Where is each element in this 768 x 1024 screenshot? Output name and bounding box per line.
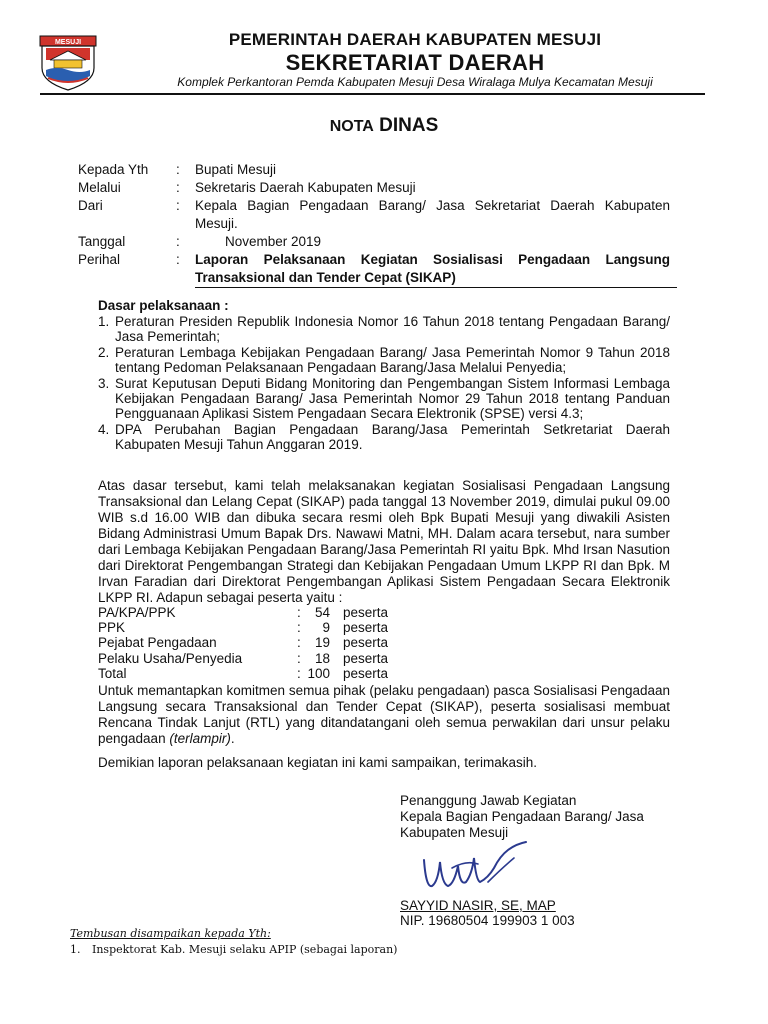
address-colon: : xyxy=(176,180,180,195)
list-text: DPA Perubahan Bagian Pengadaan Barang/Jasa Pemerintah Setkretariat Daerah Kabupaten Mesuji Tahun Anggaran 2019. xyxy=(115,422,670,452)
participant-row xyxy=(98,605,428,620)
participant-label: Pejabat Pengadaan xyxy=(98,635,217,651)
participant-label: Total xyxy=(98,665,127,681)
copy-to-text: Inspektorat Kab. Mesuji selaku APIP (sebagai laporan) xyxy=(92,943,398,956)
participant-unit: peserta xyxy=(343,665,389,681)
logo-text: MESUJI xyxy=(54,39,82,46)
address-colon: : xyxy=(176,198,180,213)
list-item xyxy=(98,422,670,452)
address-colon: : xyxy=(176,162,180,177)
address-key: Tanggal xyxy=(78,234,126,249)
signatory-name: SAYYID NASIR, SE, MAP xyxy=(400,898,556,913)
handwritten-signature xyxy=(418,838,538,898)
address-colon: : xyxy=(176,252,180,267)
list-number: 4. xyxy=(98,422,110,437)
participant-colon: : xyxy=(297,620,301,636)
activity-paragraph: Atas dasar tersebut, kami telah melaksanakan kegiatan Sosialisasi Pengadaan Langsung Transaksional dan Lelang Cepat (SIKAP) pada tanggal 13 November 2019, dimulai pukul 09.00 WIB s.d 16.00 WIB dan dibuka secara resmi oleh Bpk Bupati Mesuji yang diwakili Asisten Bidang Administrasi Umum Bapak Drs. Nawawi Matni, MH. Dalam acara tersebut, nara sumber dari Lembaga Kebijakan Pengadaan Barang/Jasa Pemerintah RI yaitu Bpk. Mhd Irsan Nasution dari Direktorat Pengembangan Strategi dan Kebijakan Pengadaan Umum LKPP RI dan Bpk. M Irvan Faradian dari Direktorat Pengembangan Aplikasi Sistem Pengadaan Secara Elektronik LKPP RI. Adapun sebagai peserta yaitu : xyxy=(98,478,670,605)
title-part-nota: NOTA xyxy=(329,118,374,135)
participant-count: 54 xyxy=(314,605,330,620)
list-text: Peraturan Presiden Republik Indonesia Nomor 16 Tahun 2018 tentang Pengadaan Barang/ Jasa Pemerintah; xyxy=(115,314,670,344)
participant-colon: : xyxy=(297,650,301,666)
participant-colon: : xyxy=(297,635,301,651)
header-address: Komplek Perkantoran Pemda Kabupaten Mesuji Desa Wiralaga Mulya Kecamatan Mesuji xyxy=(177,75,653,89)
participant-unit: peserta xyxy=(343,635,389,651)
list-number: 1. xyxy=(98,314,110,329)
document-title xyxy=(0,115,768,137)
signature-title-3: Kabupaten Mesuji xyxy=(400,825,509,840)
address-value: Bupati Mesuji xyxy=(195,162,277,177)
subject-divider xyxy=(195,287,677,288)
basis-heading: Dasar pelaksanaan : xyxy=(98,298,229,313)
header-divider xyxy=(40,93,705,95)
signature-title-1: Penanggung Jawab Kegiatan xyxy=(400,793,577,808)
participant-unit: peserta xyxy=(343,605,389,620)
copy-to-heading: Tembusan disampaikan kepada Yth: xyxy=(70,927,271,940)
participant-row xyxy=(98,620,428,635)
address-value: Laporan Pelaksanaan Kegiatan Sosialisasi Pengadaan Langsung Transaksional dan Tender Cepat (SIKAP) xyxy=(195,252,670,285)
participant-row xyxy=(98,635,428,650)
address-value: Sekretaris Daerah Kabupaten Mesuji xyxy=(195,180,416,195)
participant-count: 9 xyxy=(322,620,330,636)
list-number: 3. xyxy=(98,376,110,391)
participant-row xyxy=(98,651,428,666)
copy-to-number: 1. xyxy=(70,943,81,956)
participant-count: 19 xyxy=(314,635,330,651)
participant-unit: peserta xyxy=(343,620,389,636)
header-government-name: PEMERINTAH DAERAH KABUPATEN MESUJI xyxy=(228,30,602,49)
list-item xyxy=(98,345,670,375)
participant-unit: peserta xyxy=(343,650,389,666)
address-key: Kepada Yth xyxy=(78,162,149,177)
participant-label: PPK xyxy=(98,620,126,636)
list-item xyxy=(98,314,670,344)
list-item xyxy=(98,376,670,421)
commitment-end: . xyxy=(230,731,235,746)
address-key: Melalui xyxy=(78,180,121,195)
header-office-name: SEKRETARIAT DAERAH xyxy=(285,50,545,75)
commitment-text: Untuk memantapkan komitmen semua pihak (pelaku pengadaan) pasca Sosialisasi Pengadaan Langsung secara Transaksional dan Tender Cepat (SIKAP), peserta sosialisasi membuat Rencana Tindak Lanjut (RTL) yang ditandatangani oleh semua perwakilan dari unsur pelaku pengadaan xyxy=(98,683,670,746)
participant-row-total xyxy=(98,666,428,681)
title-part-dinas: DINAS xyxy=(379,115,439,136)
list-number: 2. xyxy=(98,345,110,360)
attachment-note: (terlampir) xyxy=(169,731,231,746)
signature-title-2: Kepala Bagian Pengadaan Barang/ Jasa xyxy=(400,809,644,824)
address-key: Perihal xyxy=(78,252,121,267)
mesuji-regency-logo xyxy=(38,34,128,94)
participant-label: PA/KPA/PPK xyxy=(98,605,176,620)
participant-colon: : xyxy=(297,665,301,681)
participant-colon: : xyxy=(297,605,301,620)
participant-count: 18 xyxy=(314,650,330,666)
address-value: Kepala Bagian Pengadaan Barang/ Jasa Sekretariat Daerah Kabupaten Mesuji. xyxy=(195,198,670,231)
address-value: November 2019 xyxy=(225,234,322,249)
list-text: Surat Keputusan Deputi Bidang Monitoring dan Pengembangan Sistem Informasi Lembaga Kebijakan Pengadaan Barang/ Jasa Pemerintah Nomor 29 Tahun 2018 tentang Panduan Pengguanaan Aplikasi Sistem Pengadaan Secara Elektronik (SPSE) versi 4.3; xyxy=(115,376,670,421)
commitment-paragraph xyxy=(98,683,670,747)
copy-to-item xyxy=(70,943,397,956)
participant-count: 100 xyxy=(307,665,330,681)
basis-list xyxy=(98,314,670,453)
participants-table xyxy=(98,605,428,681)
participant-label: Pelaku Usaha/Penyedia xyxy=(98,650,243,666)
address-key: Dari xyxy=(78,198,103,213)
closing-sentence: Demikian laporan pelaksanaan kegiatan ini kami sampaikan, terimakasih. xyxy=(98,755,537,770)
list-text: Peraturan Lembaga Kebijakan Pengadaan Barang/ Jasa Pemerintah Nomor 9 Tahun 2018 tentang Pedoman Pelaksanaan Pengadaan Barang/Jasa Melalui Penyedia; xyxy=(115,345,670,375)
signatory-nip: NIP. 19680504 199903 1 003 xyxy=(400,913,575,928)
address-colon: : xyxy=(176,234,180,249)
